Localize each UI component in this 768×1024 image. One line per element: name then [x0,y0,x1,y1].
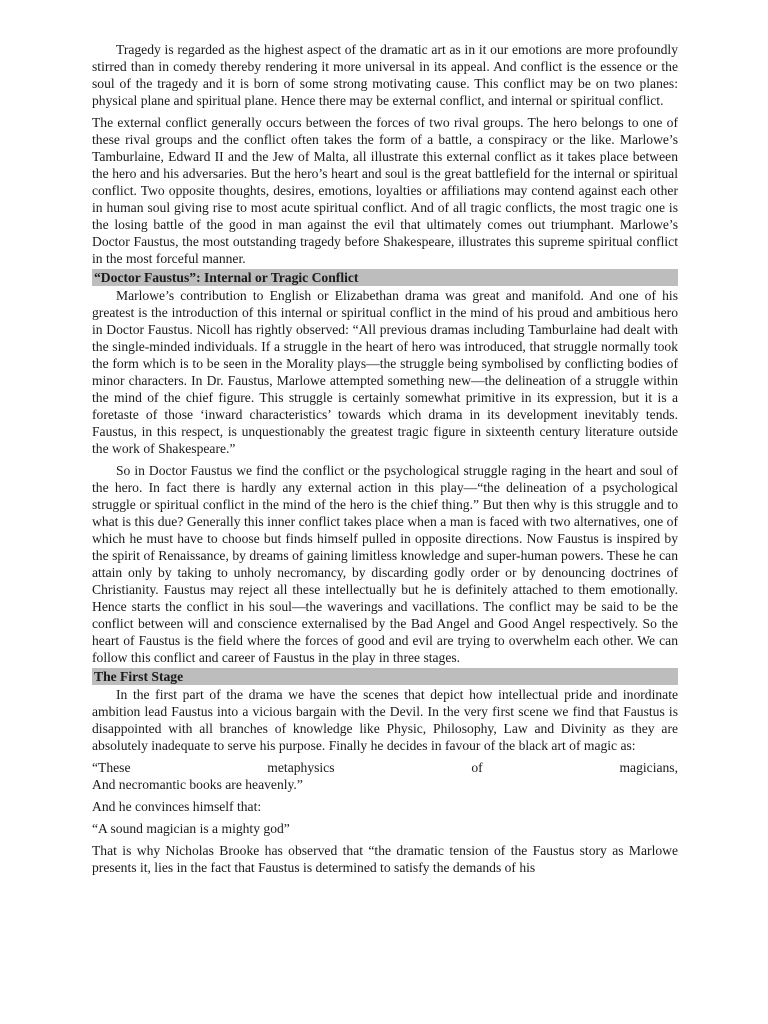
section1-paragraph-1: Marlowe’s contribution to English or Elizabethan drama was great and manifold. And one of his greatest is the introduction of this internal or spiritual conflict in the mind of his proud and ambitious hero in Doctor Faustus. Nicoll has rightly observed: “All previous dramas including Tamburlaine had dealt with the single-minded individuals. If a struggle in the heart of hero was introduced, that struggle normally took the form which is to be seen in the Morality plays—the struggle being symbolised by conflicting bodies of minor characters. In Dr. Faustus, Marlowe attempted something new—the delineation of a struggle within the mind of the chief figure. This struggle is certainly somewhat primitive in its expression, but it is a foretaste of those ‘inward characteristics’ towards which drama in its development inevitably tends. Faustus, in this respect, is unquestionably the greatest tragic figure in sixteenth century literature outside the work of Shakespeare.” [92,288,678,456]
closing-paragraph: That is why Nicholas Brooke has observed that “the dramatic tension of the Faustus story as Marlowe presents it, lies in the fact that Faustus is determined to satisfy the demands of his [92,843,678,875]
quote-1-line-1: “These metaphysics of magicians, [92,760,678,775]
intro-paragraph-1: Tragedy is regarded as the highest aspect of the dramatic art as in it our emotions are more profoundly stirred than in comedy thereby rendering it more universal in its appeal. And conflict is the essence or the soul of the tragedy and it is born of some strong motivating cause. This conflict may be on two planes: physical plane and spiritual plane. Hence there may be external conflict, and internal or spiritual conflict. [92,42,678,108]
section1-paragraph-2: So in Doctor Faustus we find the conflict or the psychological struggle raging in the heart and soul of the hero. In fact there is hardly any external action in this play—“the delineation of a psychological struggle or spiritual conflict in the mind of the hero is the chief thing.” But then why is this struggle and to what is this due? Generally this inner conflict takes place when a man is faced with two alternatives, one of which he must have to choose but finds himself pulled in opposite directions. Now Faustus is inspired by the spirit of Renaissance, by dreams of gaining limitless knowledge and super-human powers. These he can attain only by taking to unholy necromancy, by discarding godly order or by denouncing doctrines of Christianity. Faustus may reject all these intellectually but he is definitely attached to them emotionally. Hence starts the conflict in his soul—the waverings and vacillations. The conflict may be said to be the conflict between will and conscience externalised by the Bad Angel and Good Angel respectively. So the heart of Faustus is the field where the forces of good and evil are trying to overwhelm each other. We can follow this conflict and career of Faustus in the play in three stages. [92,463,678,665]
intro-paragraph-2: The external conflict generally occurs between the forces of two rival groups. The hero belongs to one of these rival groups and the conflict often takes the form of a battle, a conspiracy or the like. Marlowe’s Tamburlaine, Edward II and the Jew of Malta, all illustrate this external conflict as it takes place between the hero and his adversaries. But the hero’s heart and soul is the great battlefield for the internal or spiritual conflict. Two opposite thoughts, desires, emotions, loyalties or affiliations may contend against each other in human soul giving rise to most acute spiritual conflict. And of all tragic conflicts, the most tragic one is the losing battle of the good in man against the evil that ultimately comes out triumphant. Marlowe’s Doctor Faustus, the most outstanding tragedy before Shakespeare, illustrates this supreme spiritual conflict in the most forceful manner. [92,115,678,266]
quote-2: “A sound magician is a mighty god” [92,821,290,836]
quote-1-line-2: And necromantic books are heavenly.” [92,777,303,792]
section2-paragraph: In the first part of the drama we have the scenes that depict how intellectual pride and inordinate ambition lead Faustus into a vicious bargain with the Devil. In the very first scene we find that Faustus is disappointed with all branches of knowledge like Physic, Philosophy, Law and Divinity as they are absolutely inadequate to serve his purpose. Finally he decides in favour of the black art of magic as: [92,687,678,753]
document-page [92,41,678,881]
section-heading-internal-conflict: “Doctor Faustus”: Internal or Tragic Conflict [92,269,678,286]
bridge-sentence: And he convinces himself that: [92,799,262,814]
section-heading-first-stage: The First Stage [92,668,678,685]
